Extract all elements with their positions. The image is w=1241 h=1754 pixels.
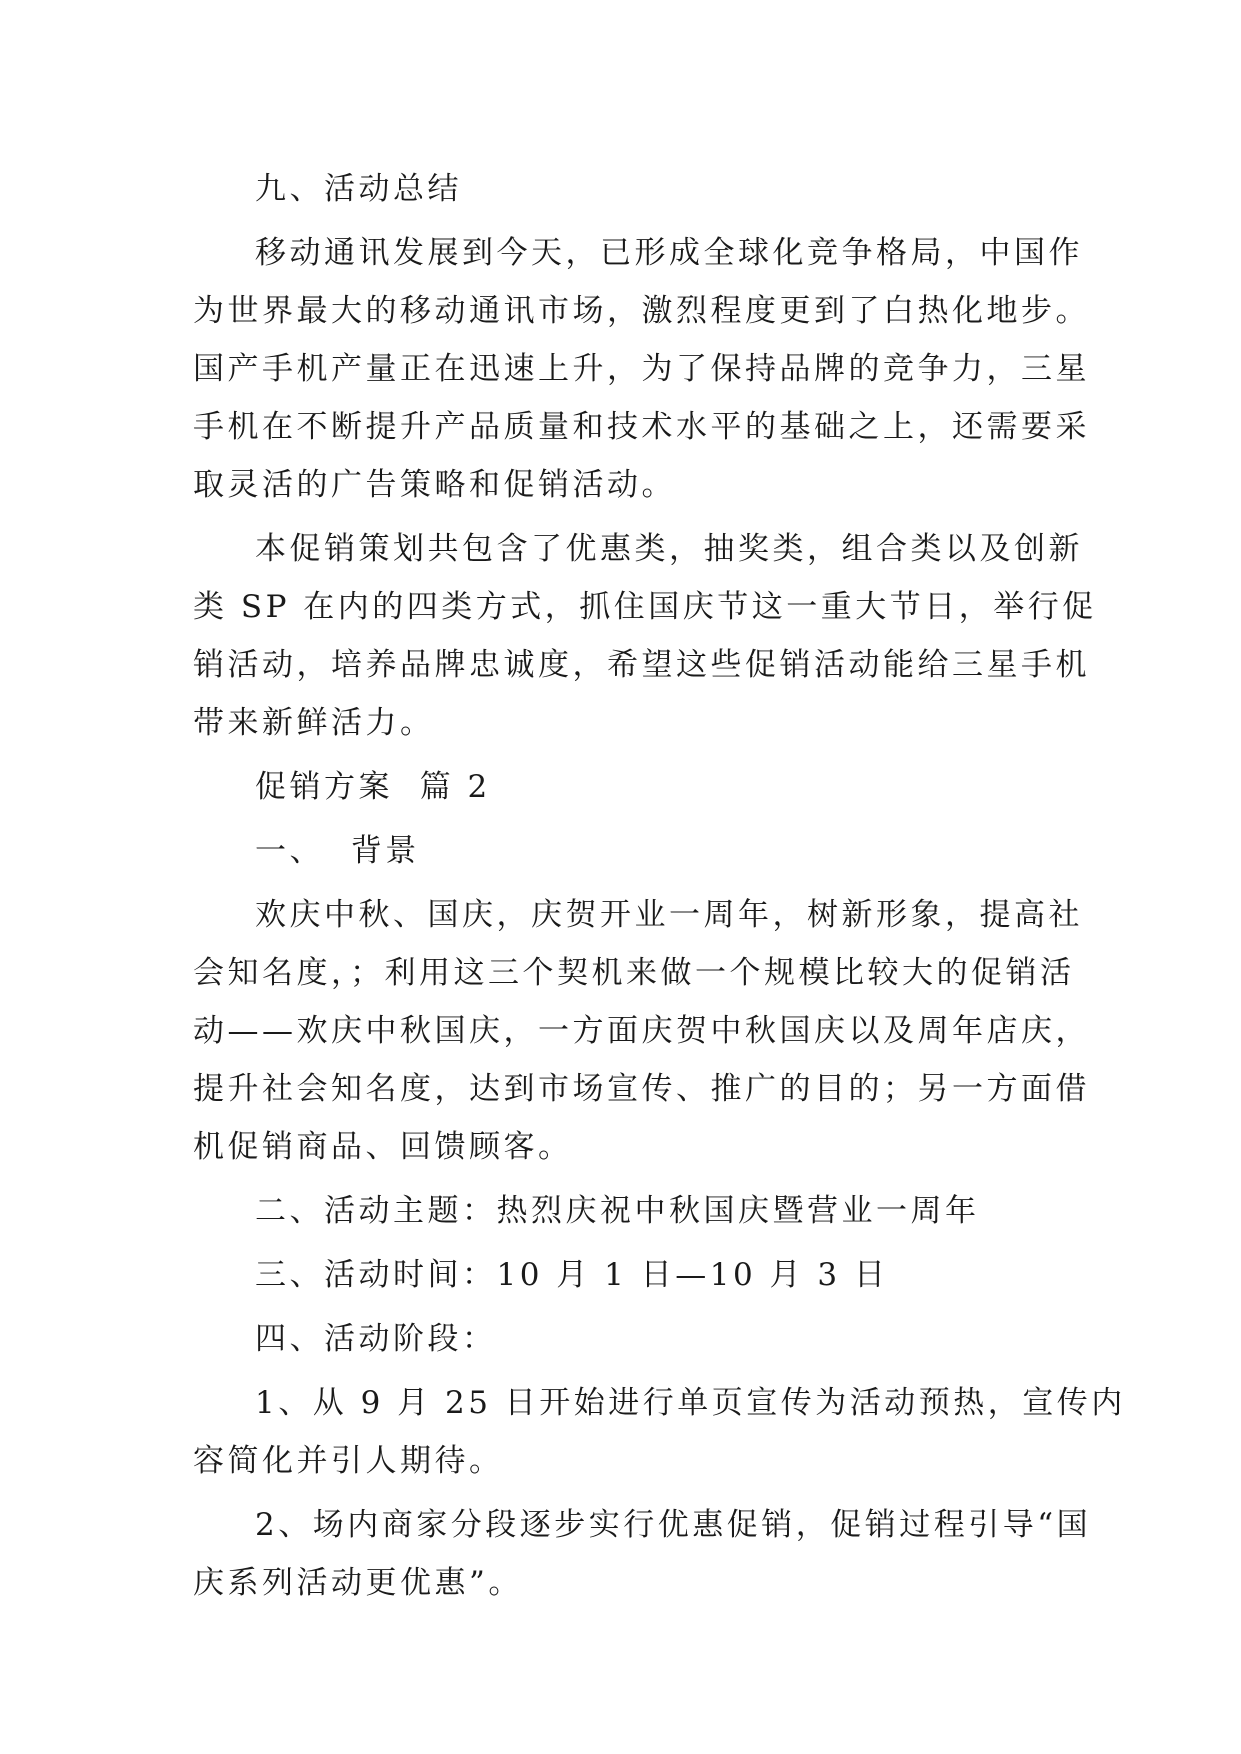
paragraph-line: 动——欢庆中秋国庆，一方面庆贺中秋国庆以及周年店庆， — [193, 1013, 1090, 1049]
document-body — [193, 160, 1126, 1612]
paragraph-line: 类 SP 在内的四类方式，抓住国庆节这一重大节日，举行促 — [193, 589, 1097, 625]
paragraph-line: 欢庆中秋、国庆，庆贺开业一周年，树新形象，提高社 — [255, 897, 1083, 933]
section-time: 三、活动时间：10 月 1 日—10 月 3 日 — [255, 1257, 889, 1293]
plan-2-title: 促销方案 篇 2 — [255, 769, 491, 805]
paragraph-line: 1、从 9 月 25 日开始进行单页宣传为活动预热，宣传内 — [255, 1385, 1126, 1421]
paragraph-line: 庆系列活动更优惠”。 — [193, 1565, 523, 1601]
paragraph-line: 容简化并引人期待。 — [193, 1443, 504, 1479]
stage-2-item — [193, 1496, 1092, 1612]
paragraph-plan-overview — [193, 520, 1097, 752]
paragraph-line: 带来新鲜活力。 — [193, 705, 435, 741]
paragraph-line: 2、场内商家分段逐步实行优惠促销，促销过程引导“国 — [255, 1507, 1092, 1543]
paragraph-line: 机促销商品、回馈顾客。 — [193, 1129, 573, 1165]
paragraph-line: 会知名度，；利用这三个契机来做一个规模比较大的促销活 — [193, 955, 1075, 991]
paragraph-line: 为世界最大的移动通讯市场，激烈程度更到了白热化地步。 — [193, 293, 1090, 329]
paragraph-line: 手机在不断提升产品质量和技术水平的基础之上，还需要采 — [193, 409, 1090, 445]
section-heading-background: 一、 背景 — [255, 833, 420, 869]
section-heading-summary: 九、活动总结 — [255, 171, 462, 207]
stage-1-item — [193, 1374, 1126, 1490]
paragraph-line: 取灵活的广告策略和促销活动。 — [193, 467, 676, 503]
paragraph-background — [193, 886, 1090, 1176]
paragraph-summary — [193, 224, 1090, 514]
paragraph-line: 销活动，培养品牌忠诚度，希望这些促销活动能给三星手机 — [193, 647, 1090, 683]
paragraph-line: 国产手机产量正在迅速上升，为了保持品牌的竞争力，三星 — [193, 351, 1090, 387]
section-theme: 二、活动主题：热烈庆祝中秋国庆暨营业一周年 — [255, 1193, 980, 1229]
paragraph-line: 本促销策划共包含了优惠类，抽奖类，组合类以及创新 — [255, 531, 1083, 567]
paragraph-line: 移动通讯发展到今天，已形成全球化竞争格局，中国作 — [255, 235, 1083, 271]
paragraph-line: 提升社会知名度，达到市场宣传、推广的目的；另一方面借 — [193, 1071, 1090, 1107]
section-heading-stages: 四、活动阶段： — [255, 1321, 497, 1357]
